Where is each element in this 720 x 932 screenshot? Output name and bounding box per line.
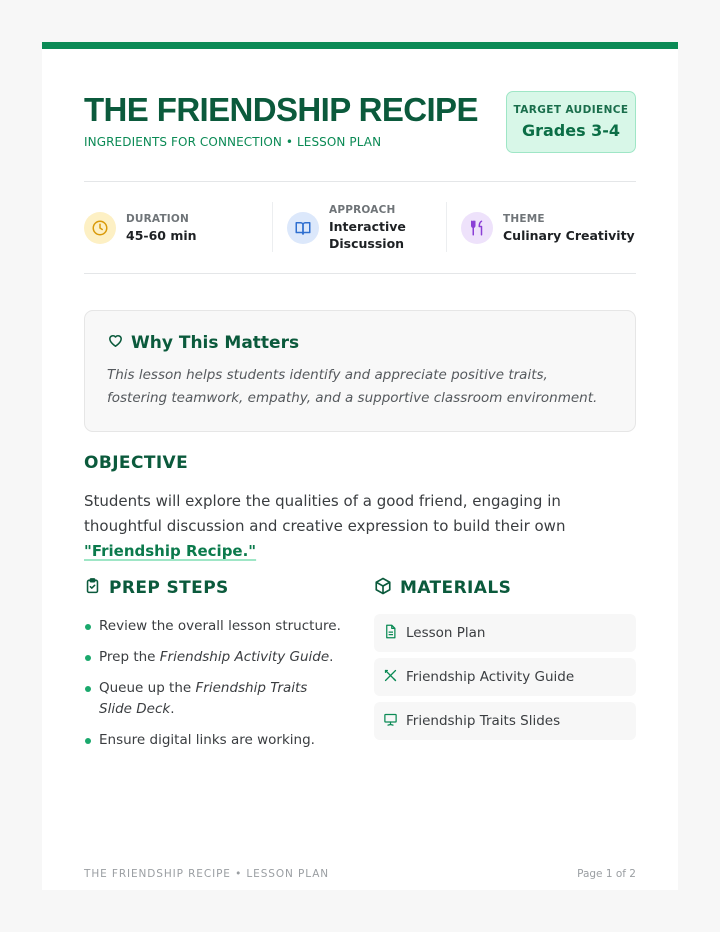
info-value: Culinary Creativity [503,227,635,243]
material-label: Lesson Plan [406,625,486,641]
book-icon [287,212,319,244]
material-lesson-plan[interactable] [374,614,636,652]
info-divider [272,202,273,252]
list-item-emphasis: Friendship Activity Guide [159,649,330,665]
prep-steps-heading [84,576,344,600]
why-heading [107,332,299,353]
list-item [84,730,344,751]
info-value: Interactive Discussion [329,219,406,251]
info-label: THEME [503,212,545,225]
materials-section [374,576,636,746]
footer-title: THE FRIENDSHIP RECIPE • LESSON PLAN [84,868,330,880]
info-duration [84,201,197,255]
why-body: This lesson helps students identify and appreciate positive traits, fostering teamwork, empathy, and a supportive classroom environment. [107,367,598,406]
info-value: 45-60 min [126,227,197,243]
clock-icon [84,212,116,244]
material-activity-guide[interactable] [374,658,636,696]
materials-heading [374,576,636,600]
page-subtitle: INGREDIENTS FOR CONNECTION • LESSON PLAN [84,135,382,149]
materials-title: MATERIALS [400,578,512,598]
list-item [84,678,344,720]
tools-icon [383,668,398,687]
info-approach [287,201,412,255]
why-this-matters-card [84,310,636,432]
list-item-text: Ensure digital links are working. [99,732,315,748]
objective-heading: OBJECTIVE [84,453,189,473]
list-item-text: Review the overall lesson structure. [99,618,341,634]
utensils-icon [461,212,493,244]
friendship-recipe-link[interactable]: "Friendship Recipe." [84,542,257,560]
heart-icon [107,332,124,353]
list-item-text: Prep the [99,649,160,665]
prep-steps-title: PREP STEPS [109,578,229,598]
info-divider [446,202,447,252]
list-item [84,616,344,637]
info-theme [461,201,635,255]
prep-steps-section [84,576,344,761]
presentation-icon [383,712,398,731]
header [84,87,636,157]
list-item-text: Queue up the [99,680,196,696]
list-item [84,647,344,668]
material-traits-slides[interactable] [374,702,636,740]
objective-text [84,489,636,564]
target-audience-value: Grades 3-4 [521,121,621,140]
list-item-text: . [329,649,334,665]
material-label: Friendship Activity Guide [406,669,575,685]
info-label: DURATION [126,212,190,225]
document-icon [383,624,398,643]
clipboard-check-icon [84,577,101,599]
why-title: Why This Matters [131,332,300,353]
page-title: THE FRIENDSHIP RECIPE [84,91,478,128]
prep-steps-list [84,616,344,751]
objective-sentence: Students will explore the qualities of a good friend, engaging in thoughtful discussion and creative expression to build their own [84,492,566,535]
material-label: Friendship Traits Slides [406,713,561,729]
info-label: APPROACH [329,204,396,216]
target-audience-label: TARGET AUDIENCE [513,104,629,116]
materials-list [374,614,636,740]
lesson-plan-page [42,42,678,890]
list-item-text: . [170,701,175,717]
list-item-emphasis: Friendship Traits Slide Deck [99,680,308,717]
target-audience-badge [506,91,636,153]
package-icon [374,577,392,599]
lesson-info-strip [84,181,636,274]
page-number: Page 1 of 2 [577,868,636,880]
